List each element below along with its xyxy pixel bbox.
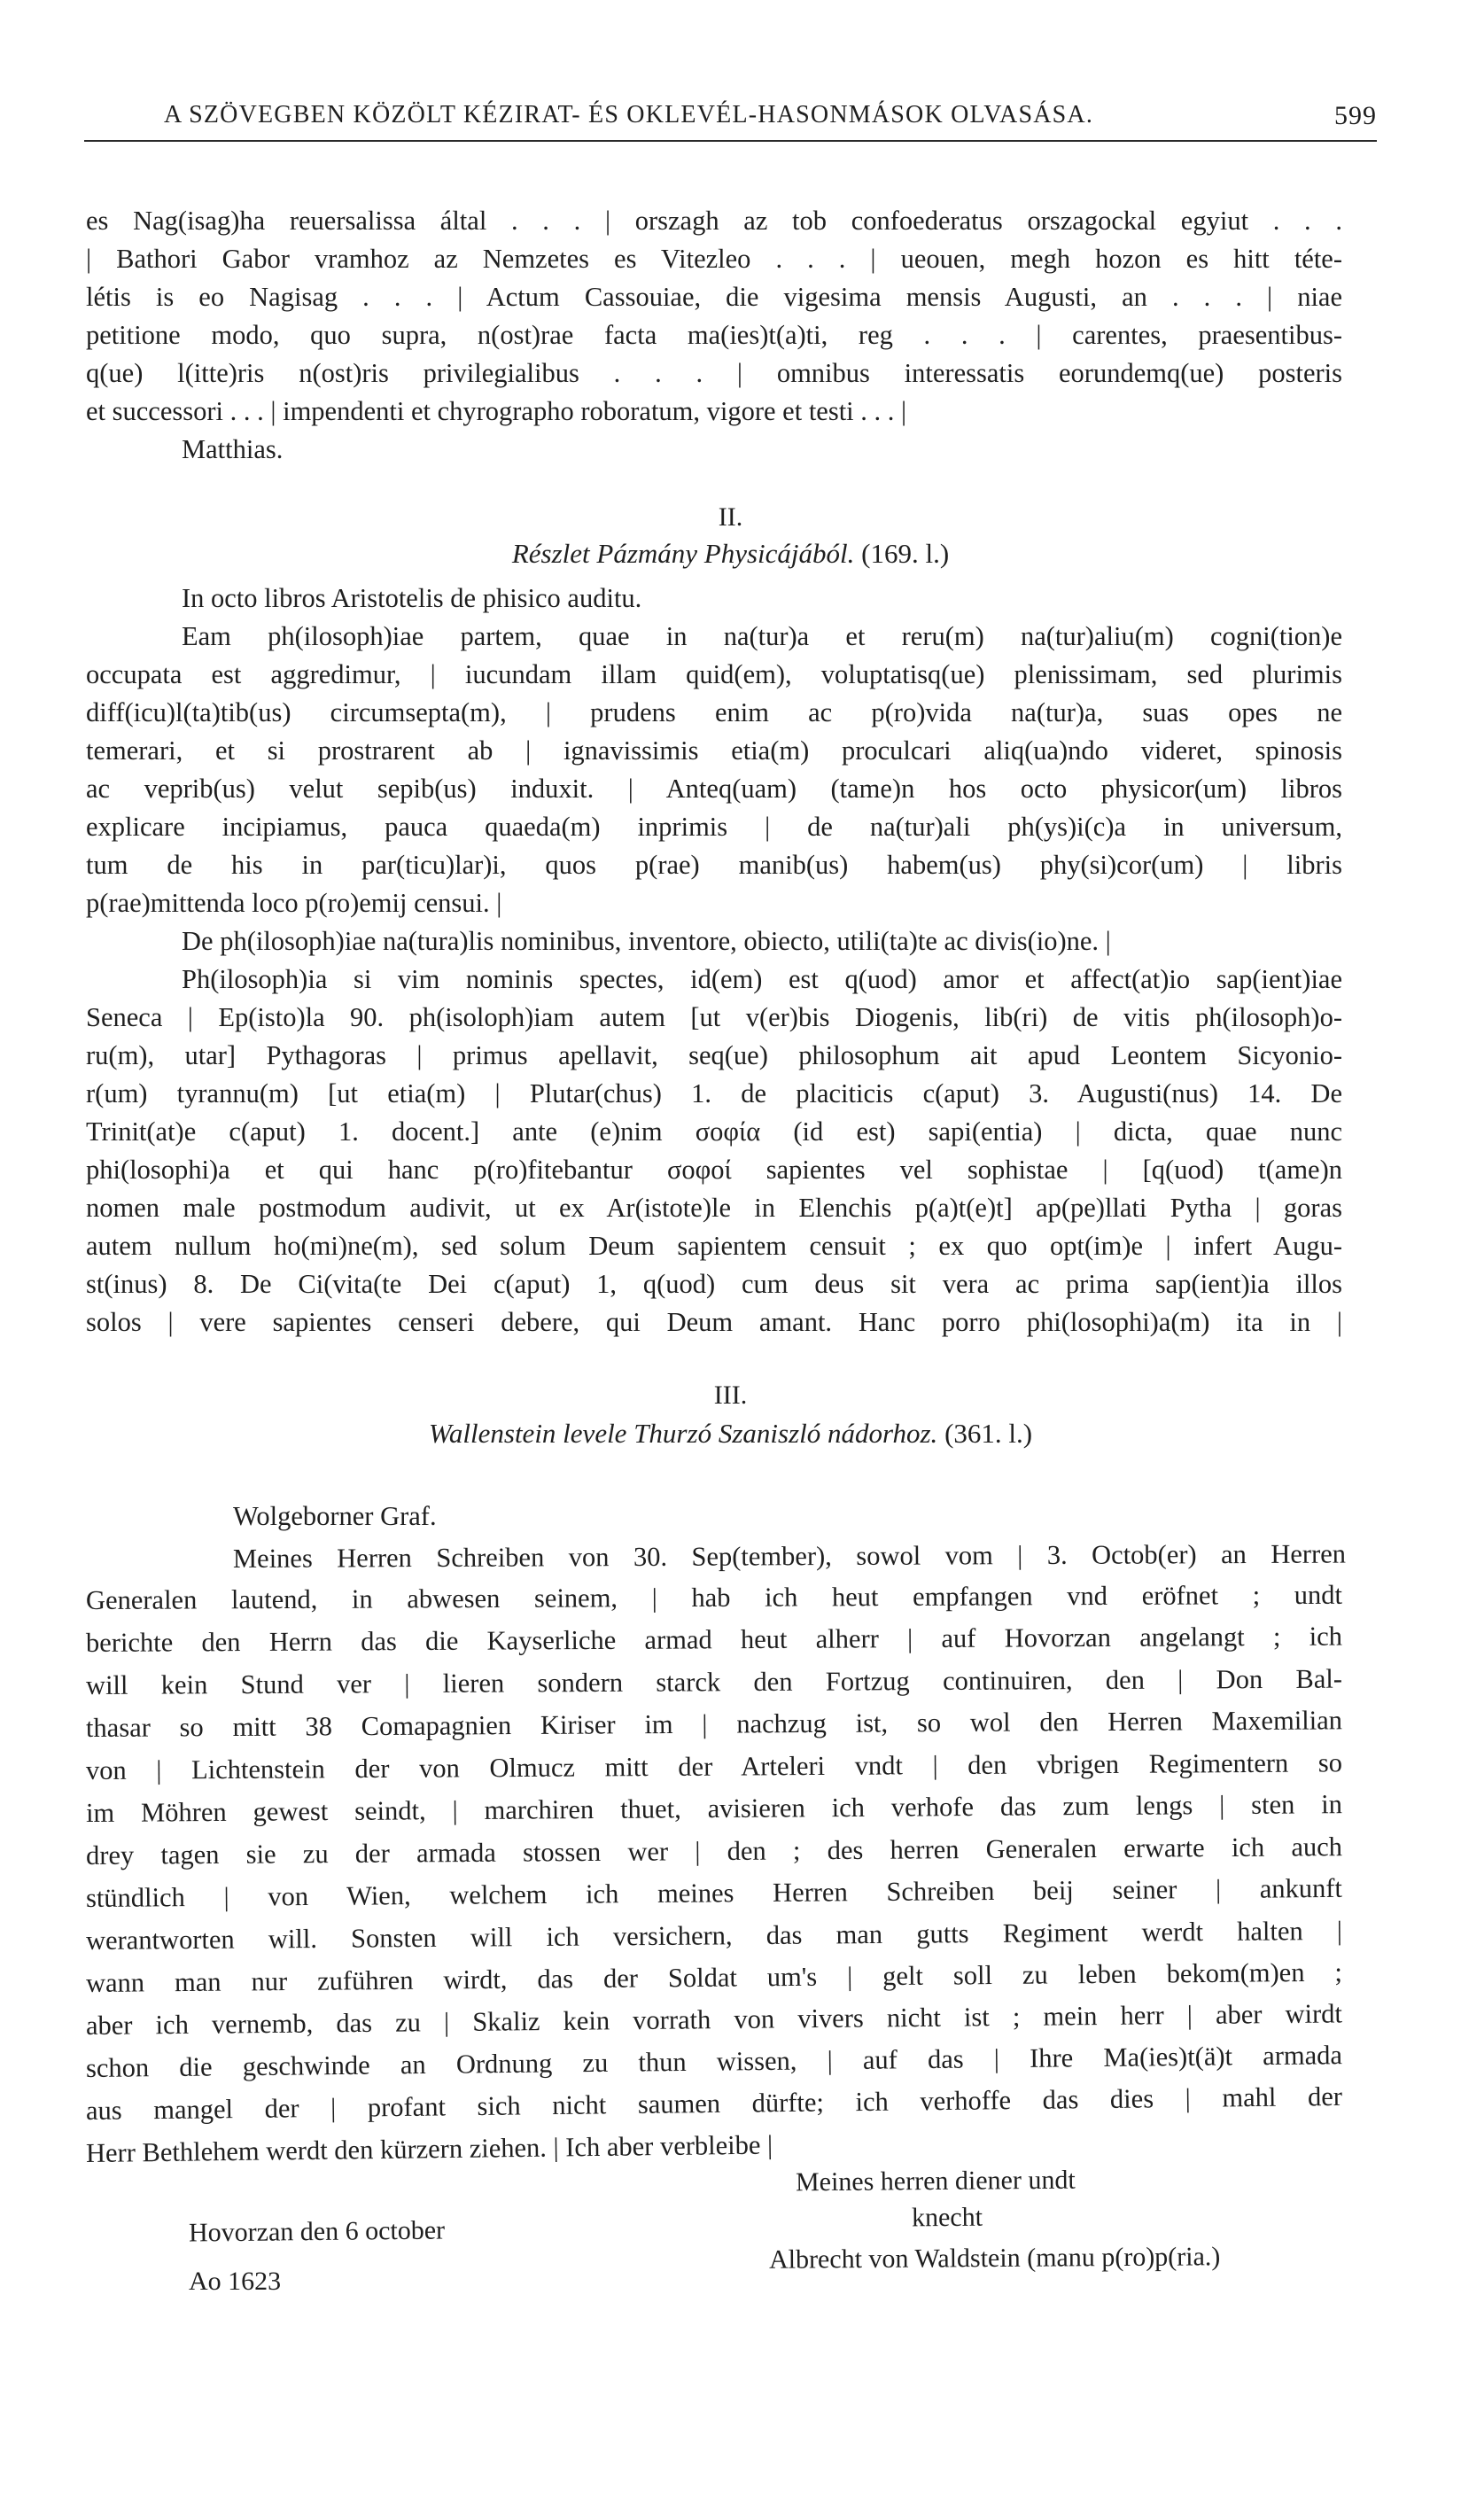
text-line: wann man nur zuführen wirdt, das der Soldat um's | gelt soll zu leben bekom(m)en ; [85,1956,1343,1998]
salutation: Wolgeborner Graf. [233,1501,437,1531]
text-line: berichte den Herrn das die Kayserliche armad heut alherr | auf Hovorzan angelangt ; ich [85,1621,1343,1658]
section-2-ref: (169. l.) [854,538,950,569]
text-line: drey tagen sie zu der armada stossen wer | den ; des herren Generalen erwarte ich auch [85,1832,1343,1871]
text-line: stündlich | von Wien, welchem ich meines Herren Schreiben beij seiner | ankunft [85,1872,1343,1913]
text-line: létis is eo Nagisag . . . | Actum Cassouiae, die vigesima mensis Augusti, an . . . | niae [86,282,1342,312]
text-line: im Möhren gewest seindt, | marchiren thuet, avisieren ich verhofe das zum lengs | sten in [85,1789,1343,1828]
section-3-number: III. [713,1381,748,1410]
running-header [84,96,1377,142]
text-line: petitione modo, quo supra, n(ost)rae facta ma(ies)t(a)ti, reg . . . | carentes, praesentibus- [86,320,1342,350]
text-line: In octo libros Aristotelis de phisico auditu. [182,583,642,613]
text-line: occupata est aggredimur, | iucundam illam quid(em), voluptatisq(ue) plenissimam, sed plurimis [86,659,1342,689]
text-line: temerari, et si prostrarent ab | ignavissimis etia(m) proculcari aliq(ua)ndo videret, spinosis [86,735,1342,766]
text-line: solos | vere sapientes censeri debere, qui Deum amant. Hanc porro phi(losophi)a(m) ita in | [86,1307,1342,1337]
text-line: Eam ph(ilosoph)iae partem, quae in na(tur)a et reru(m) na(tur)aliu(m) cogni(tion)e [182,621,1342,651]
header-title: A SZÖVEGBEN KÖZÖLT KÉZIRAT- ÉS OKLEVÉL-HASONMÁSOK OLVASÁSA. [164,101,1094,128]
page-number: 599 [1334,101,1377,130]
text-line: ru(m), utar] Pythagoras | primus apellavit, seq(ue) philosophum ait apud Leontem Sicyonio- [86,1040,1342,1070]
section-2-heading [0,538,1461,570]
text-line: thasar so mitt 38 Comapagnien Kiriser im | nachzug ist, so wol den Herren Maxemilian [85,1705,1343,1743]
text-line: aber ich vernemb, das zu | Skaliz kein vorrath von vivers nicht ist ; mein herr | aber wirdt [85,1998,1343,2041]
text-line: explicare incipiamus, pauca quaeda(m) inprimis | de na(tur)ali ph(ys)i(c)a in universum, [86,812,1342,842]
text-line: tum de his in par(ticu)lar)i, quos p(rae) manib(us) habem(us) phy(si)cor(um) | libris [86,850,1342,880]
section-3-title: Wallenstein levele Thurzó Szaniszló nádorhoz. [428,1418,938,1449]
text-line: p(rae)mittenda loco p(ro)emij censui. | [86,888,502,918]
text-line: werantworten will. Sonsten will ich versichern, das man gutts Regiment werdt halten | [85,1915,1343,1956]
section-3-ref: (361. l.) [937,1418,1033,1449]
text-line: Generalen lautend, in abwesen seinem, | hab ich heut empfangen vnd eröfnet ; undt [85,1579,1343,1615]
date-place: Hovorzan den 6 october [188,2215,446,2248]
text-line: Meines Herren Schreiben von 30. Sep(tember), sowol vom | 3. Octob(er) an Herren [232,1538,1347,1574]
text-line: schon die geschwinde an Ordnung zu thun wissen, | auf das | Ihre Ma(ies)t(ä)t armada [85,2040,1343,2083]
section-2-number: II. [718,502,743,532]
text-line: Matthias. [182,434,284,464]
signature-line: Albrecht von Waldstein (manu p(ro)p(ria.) [768,2242,1221,2275]
text-line: et successori . . . | impendenti et chyrographo roboratum, vigore et testi . . . | [86,396,907,426]
text-line: Herr Bethlehem werdt den kürzern ziehen. | Ich aber verbleibe | [85,2129,773,2168]
text-line: Ph(ilosoph)ia si vim nominis spectes, id(em) est q(uod) amor et affect(at)io sap(ient)iae [182,964,1342,994]
text-line: will kein Stund ver | lieren sondern starck den Fortzug continuiren, den | Don Bal- [85,1663,1343,1700]
text-line: nomen male postmodum audivit, ut ex Ar(istote)le in Elenchis p(a)t(e)t] ap(pe)llati Pytha | goras [86,1193,1342,1223]
text-line: r(um) tyrannu(m) [ut etia(m) | Plutar(chus) 1. de placiticis c(aput) 3. Augusti(nus) 14. De [86,1078,1342,1108]
text-line: phi(losophi)a et qui hanc p(ro)fitebantur σοφοί sapientes vel sophistae | [q(uod) t(ame)n [86,1155,1342,1185]
section-3-heading [0,1418,1461,1450]
text-line: | Bathori Gabor vramhoz az Nemzetes es Vitezleo . . . | ueouen, megh hozon es hitt téte- [86,244,1342,274]
text-line: aus mangel der | profant sich nicht saumen dürfte; ich verhoffe das dies | mahl der [85,2081,1343,2126]
text-line: autem nullum ho(mi)ne(m), sed solum Deum sapientem censuit ; ex quo opt(im)e | infert Augu- [86,1231,1342,1261]
text-line: diff(icu)l(ta)tib(us) circumsepta(m), | prudens enim ac p(ro)vida na(tur)a, suas opes ne [86,697,1342,727]
text-line: q(ue) l(itte)ris n(ost)ris privilegialibus . . . | omnibus interessatis eorundemq(ue) posteris [86,358,1342,388]
text-line: Trinit(at)e c(aput) 1. docent.] ante (e)nim σοφία (id est) sapi(entia) | dicta, quae nunc [86,1116,1342,1147]
text-line: von | Lichtenstein der von Olmucz mitt der Arteleri vndt | den vbrigen Regimentern so [85,1747,1343,1785]
text-line: st(inus) 8. De Ci(vita(te Dei c(aput) 1, q(uod) cum deus sit vera ac prima sap(ient)ia illos [86,1269,1342,1299]
text-line: Seneca | Ep(isto)la 90. ph(isoloph)iam autem [ut v(er)bis Diogenis, lib(ri) de vitis ph(ilosoph)o- [86,1002,1342,1032]
closing-line: knecht [911,2202,983,2233]
date-year: Ao 1623 [189,2267,282,2296]
text-line: De ph(ilosoph)iae na(tura)lis nominibus, inventore, obiecto, utili(ta)te ac divis(io)ne. | [182,926,1111,956]
closing-line: Meines herren diener undt [795,2165,1076,2197]
text-line: ac veprib(us) velut sepib(us) induxit. | Anteq(uam) (tame)n hos octo physicor(um) libros [86,774,1342,804]
text-line: es Nag(isag)ha reuersalissa által . . . | orszagh az tob confoederatus orszagockal egyiut . . . [86,206,1342,236]
section-2-title: Részlet Pázmány Physicájából. [511,538,855,569]
